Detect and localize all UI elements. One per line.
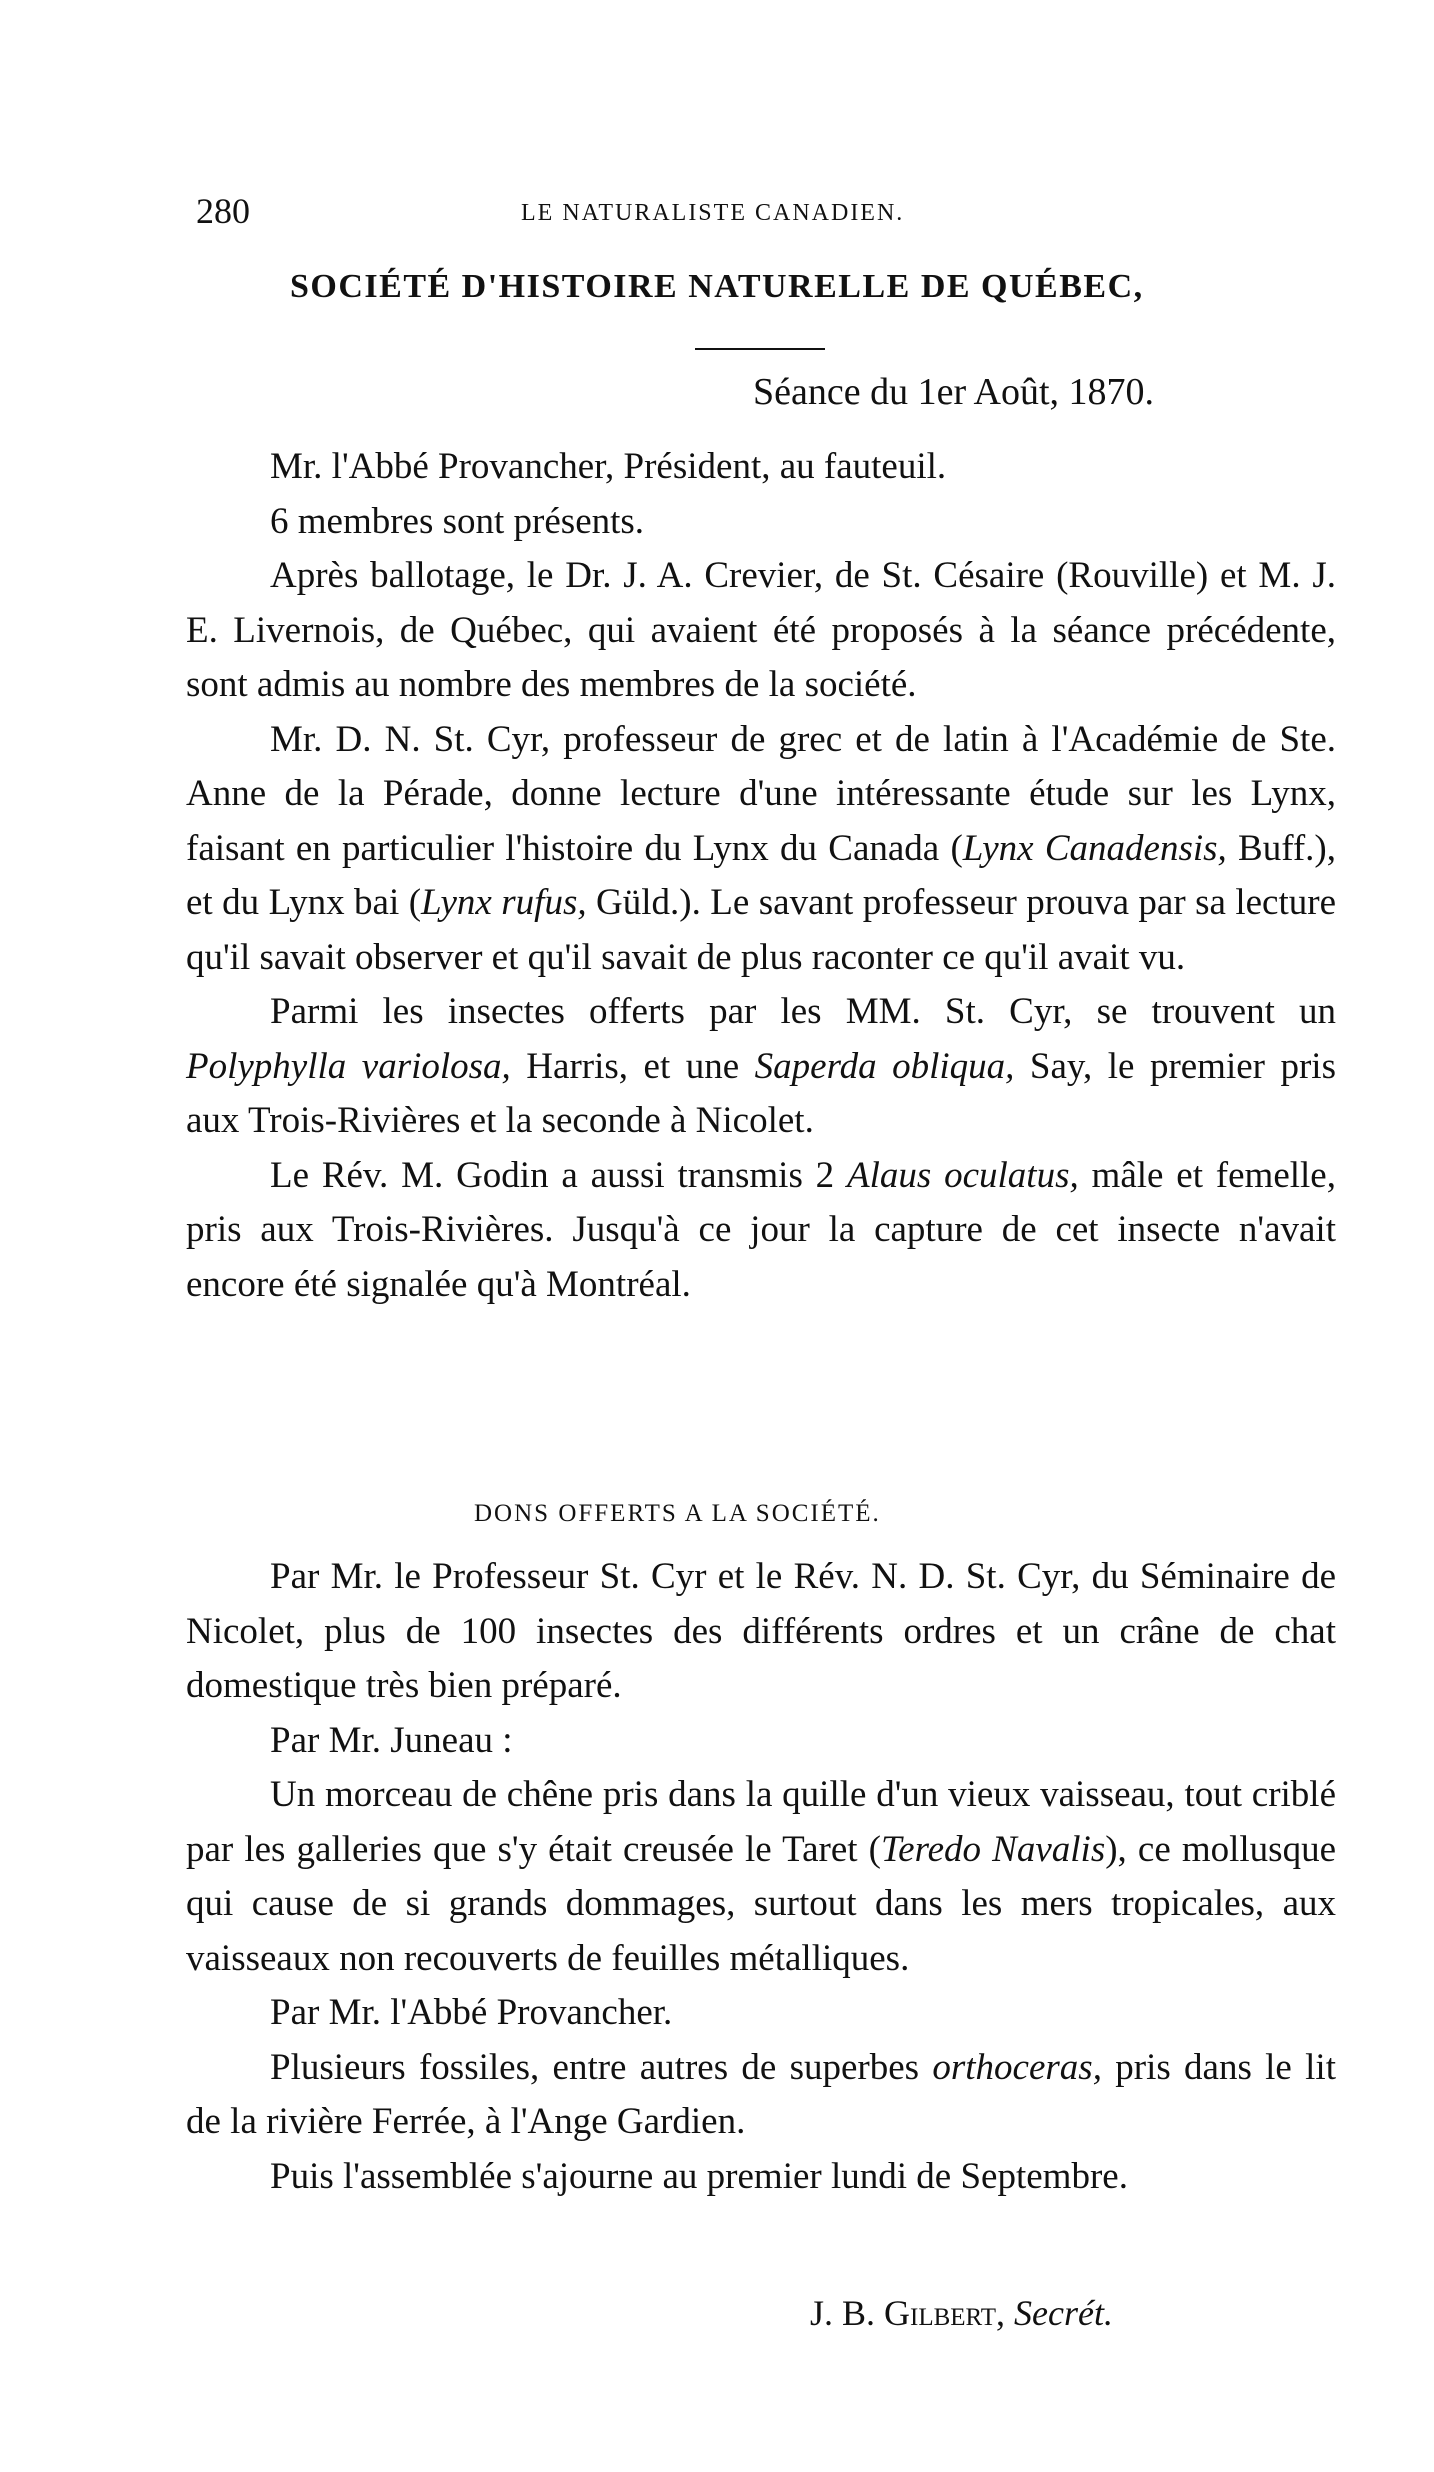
donation-st-cyr: Par Mr. le Professeur St. Cyr et le Rév. N. D. St. Cyr, du Séminaire de Nicolet, plus de 100 insectes des différents ordres et un crâne de chat domestique très bien préparé. — [186, 1556, 1336, 1706]
text-run: Le Rév. M. Godin a aussi transmis 2 — [270, 1154, 847, 1196]
species-name: Saperda obliqua, — [754, 1045, 1015, 1087]
text-run: ), ce mollusque qui cause de si grands dommages, surtout dans les mers tropicales, aux vaisseaux non recouverts de feuilles métalliques. — [186, 1828, 1336, 1979]
paragraph-godin — [186, 1149, 1336, 1313]
paragraph-attendance: 6 membres sont présents. — [270, 500, 645, 542]
species-name: Teredo Navalis — [881, 1828, 1106, 1870]
secretary-role: Secrét. — [1014, 2293, 1113, 2333]
paragraph-insects — [186, 985, 1336, 1149]
minutes-body — [186, 440, 1336, 1312]
text-run: Un morceau de chêne pris dans la quille d'un vieux vaisseau, tout criblé par les galleries que s'y était creusée le Taret ( — [186, 1774, 1336, 1870]
text-run: pris dans le lit de la rivière Ferrée, à l'Ange Gardien. — [186, 2046, 1336, 2142]
text-run: Buff.), et du Lynx bai ( — [186, 827, 1336, 923]
species-name: orthoceras, — [932, 2046, 1102, 2088]
running-title: LE NATURALISTE CANADIEN. — [521, 200, 905, 226]
text-run: Harris, et une — [510, 1045, 755, 1087]
paragraph-lynx-lecture — [186, 713, 1336, 986]
species-name: Lynx Canadensis, — [962, 827, 1227, 869]
donation-juneau-item — [186, 1768, 1336, 1986]
session-date: Séance du 1er Août, 1870. — [753, 371, 1155, 413]
text-run: Plusieurs fossiles, entre autres de superbes — [270, 2046, 933, 2088]
paragraph-admission: Après ballotage, le Dr. J. A. Crevier, de St. Césaire (Rouville) et M. J. E. Livernois, de Québec, qui avaient été proposés à la séance précédente, sont admis au nombre des membres de la société. — [186, 555, 1336, 705]
paragraph-adjournment: Puis l'assemblée s'ajourne au premier lundi de Septembre. — [270, 2155, 1128, 2197]
species-name: Lynx rufus, — [421, 882, 587, 923]
species-name: Polyphylla variolosa, — [186, 1045, 511, 1087]
donations-body — [186, 1550, 1336, 2204]
donation-provancher-label: Par Mr. l'Abbé Provancher. — [270, 1992, 673, 2033]
species-name: Alaus oculatus, — [847, 1154, 1079, 1196]
paragraph-president: Mr. l'Abbé Provancher, Président, au fauteuil. — [270, 446, 947, 487]
donations-heading: DONS OFFERTS A LA SOCIÉTÉ. — [474, 1500, 881, 1527]
title-divider — [695, 348, 825, 350]
page-number: 280 — [196, 191, 250, 231]
donation-provancher-item — [186, 2041, 1336, 2150]
society-title: SOCIÉTÉ D'HISTOIRE NATURELLE DE QUÉBEC, — [290, 268, 1144, 305]
secretary-name: J. B. Gilbert, — [810, 2293, 1006, 2333]
text-run: Say, le premier pris aux Trois-Rivières et la seconde à Nicolet. — [186, 1045, 1336, 1141]
page-header — [196, 190, 1296, 240]
donation-juneau-label: Par Mr. Juneau : — [270, 1719, 513, 1761]
text-run: Güld.). Le savant professeur prouva par sa lecture qu'il savait observer et qu'il savait de plus raconter ce qu'il avait vu. — [186, 882, 1336, 978]
signature — [810, 2292, 1113, 2334]
text-run: Mr. D. N. St. Cyr, professeur de grec et de latin à l'Académie de Ste. Anne de la Pérade, donne lecture d'une intéressante étude sur les Lynx, faisant en particulier l'histoire du Lynx du Canada ( — [186, 718, 1336, 869]
text-run: Parmi les insectes offerts par les MM. St. Cyr, se trouvent un — [270, 991, 1336, 1032]
text-run: mâle et femelle, pris aux Trois-Rivières. Jusqu'à ce jour la capture de cet insecte n'avait encore été signalée qu'à Montréal. — [186, 1154, 1336, 1305]
